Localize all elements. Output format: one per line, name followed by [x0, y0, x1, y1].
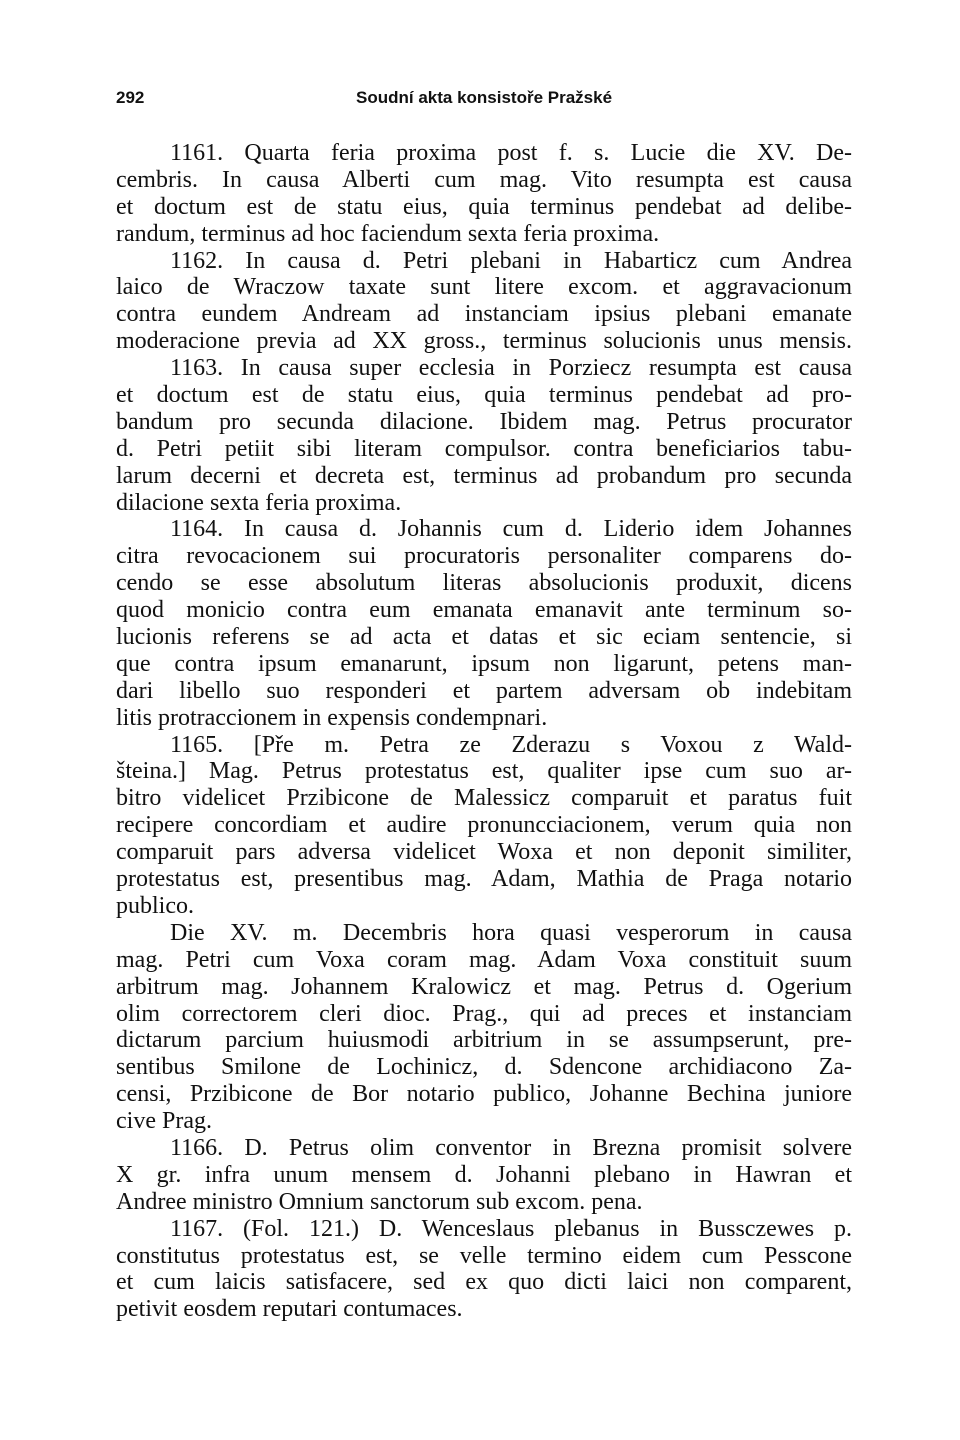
text-line: Andree ministro Omnium sanctorum sub excom. pena. — [116, 1188, 643, 1215]
text-line: petivit eosdem reputari contumaces. — [116, 1296, 463, 1323]
text-line: šteina.] Mag. Petrus protestatus est, qualiter ipse cum suo ar- — [116, 758, 852, 785]
text-line: dictarum parcium huiusmodi arbitrium in se assumpserunt, pre- — [116, 1027, 852, 1054]
text-line: citra revocacionem sui procuratoris personaliter comparens do- — [116, 543, 852, 570]
text-line: quod monicio contra eum emanata emanavit ante terminum so- — [116, 597, 852, 624]
text-line: constitutus protestatus est, se velle termino eidem cum Pesscone — [116, 1242, 852, 1269]
text-line: randum, terminus ad hoc faciendum sexta feria proxima. — [116, 220, 660, 247]
text-line: 1165. [Pře m. Petra ze Zderazu s Voxou z Wald- — [170, 731, 852, 758]
text-line: censi, Przibicone de Bor notario publico, Johanne Bechina juniore — [116, 1081, 852, 1108]
text-line: laico de Wraczow taxate sunt litere excom. et aggravacionum — [116, 274, 852, 301]
text-line: moderacione previa ad XX gross., terminus solucionis unus mensis. — [116, 328, 852, 355]
running-head — [116, 88, 852, 116]
text-line: bitro videlicet Przibicone de Malessicz comparuit et paratus fuit — [116, 785, 852, 812]
text-line: bandum pro secunda dilacione. Ibidem mag. Petrus procurator — [116, 408, 852, 435]
text-line: arbitrum mag. Johannem Kralowicz et mag. Petrus d. Ogerium — [116, 973, 852, 1000]
page-number: 292 — [116, 88, 145, 107]
text-line: dilacione sexta feria proxima. — [116, 489, 402, 516]
text-line: 1167. (Fol. 121.) D. Wenceslaus plebanus in Bussczewes p. — [170, 1215, 852, 1242]
text-line: 1166. D. Petrus olim conventor in Brezna promisit solvere — [170, 1134, 852, 1161]
text-line: cembris. In causa Alberti cum mag. Vito resumpta est causa — [116, 166, 852, 193]
text-line: sentibus Smilone de Lochinicz, d. Sdencone archidiacono Za- — [116, 1054, 852, 1081]
text-line: 1161. Quarta feria proxima post f. s. Lucie die XV. De- — [170, 140, 852, 166]
text-line: mag. Petri cum Voxa coram mag. Adam Voxa constituit suum — [116, 946, 852, 973]
text-line: litis protraccionem in expensis condempnari. — [116, 704, 548, 731]
text-line: contra eundem Andream ad instanciam ipsius plebani emanate — [116, 301, 852, 328]
text-line: et cum laicis satisfacere, sed ex quo dicti laici non comparent, — [116, 1269, 852, 1296]
text-line: cive Prag. — [116, 1108, 212, 1135]
text-line: 1162. In causa d. Petri plebani in Habarticz cum Andrea — [170, 247, 852, 274]
text-line: que contra ipsum emanarunt, ipsum non ligarunt, petens man- — [116, 650, 852, 677]
text-line: recipere concordiam et audire pronuncciacionem, verum quia non — [116, 812, 852, 839]
text-line: lucionis referens se ad acta et datas et sic eciam sentencie, si — [116, 624, 852, 651]
running-head-title: Soudní akta konsistoře Pražské — [356, 88, 613, 107]
body-text — [116, 140, 852, 1323]
text-line: larum decerni et decreta est, terminus ad probandum pro secunda — [116, 462, 852, 489]
text-line: publico. — [116, 892, 194, 919]
text-line: dari libello suo responderi et partem adversam ob indebitam — [116, 677, 852, 704]
text-line: cendo se esse absolutum literas absolucionis produxit, dicens — [116, 570, 852, 597]
text-line: X gr. infra unum mensem d. Johanni plebano in Hawran et — [116, 1161, 852, 1188]
text-line: d. Petri petiit sibi literam compulsor. contra beneficiarios tabu- — [116, 435, 852, 462]
text-line: Die XV. m. Decembris hora quasi vesperorum in causa — [170, 919, 852, 946]
text-line: protestatus est, presentibus mag. Adam, Mathia de Praga notario — [116, 866, 852, 893]
text-line: 1163. In causa super ecclesia in Porziecz resumpta est causa — [170, 355, 852, 382]
text-line: olim correctorem cleri dioc. Prag., qui ad preces et instanciam — [116, 1000, 852, 1027]
text-line: 1164. In causa d. Johannis cum d. Liderio idem Johannes — [170, 516, 852, 543]
text-line: comparuit pars adversa videlicet Woxa et non deponit similiter, — [116, 839, 852, 866]
text-line: et doctum est de statu eius, quia terminus pendebat ad delibe- — [116, 193, 852, 220]
text-line: et doctum est de statu eius, quia terminus pendebat ad pro- — [116, 382, 852, 409]
